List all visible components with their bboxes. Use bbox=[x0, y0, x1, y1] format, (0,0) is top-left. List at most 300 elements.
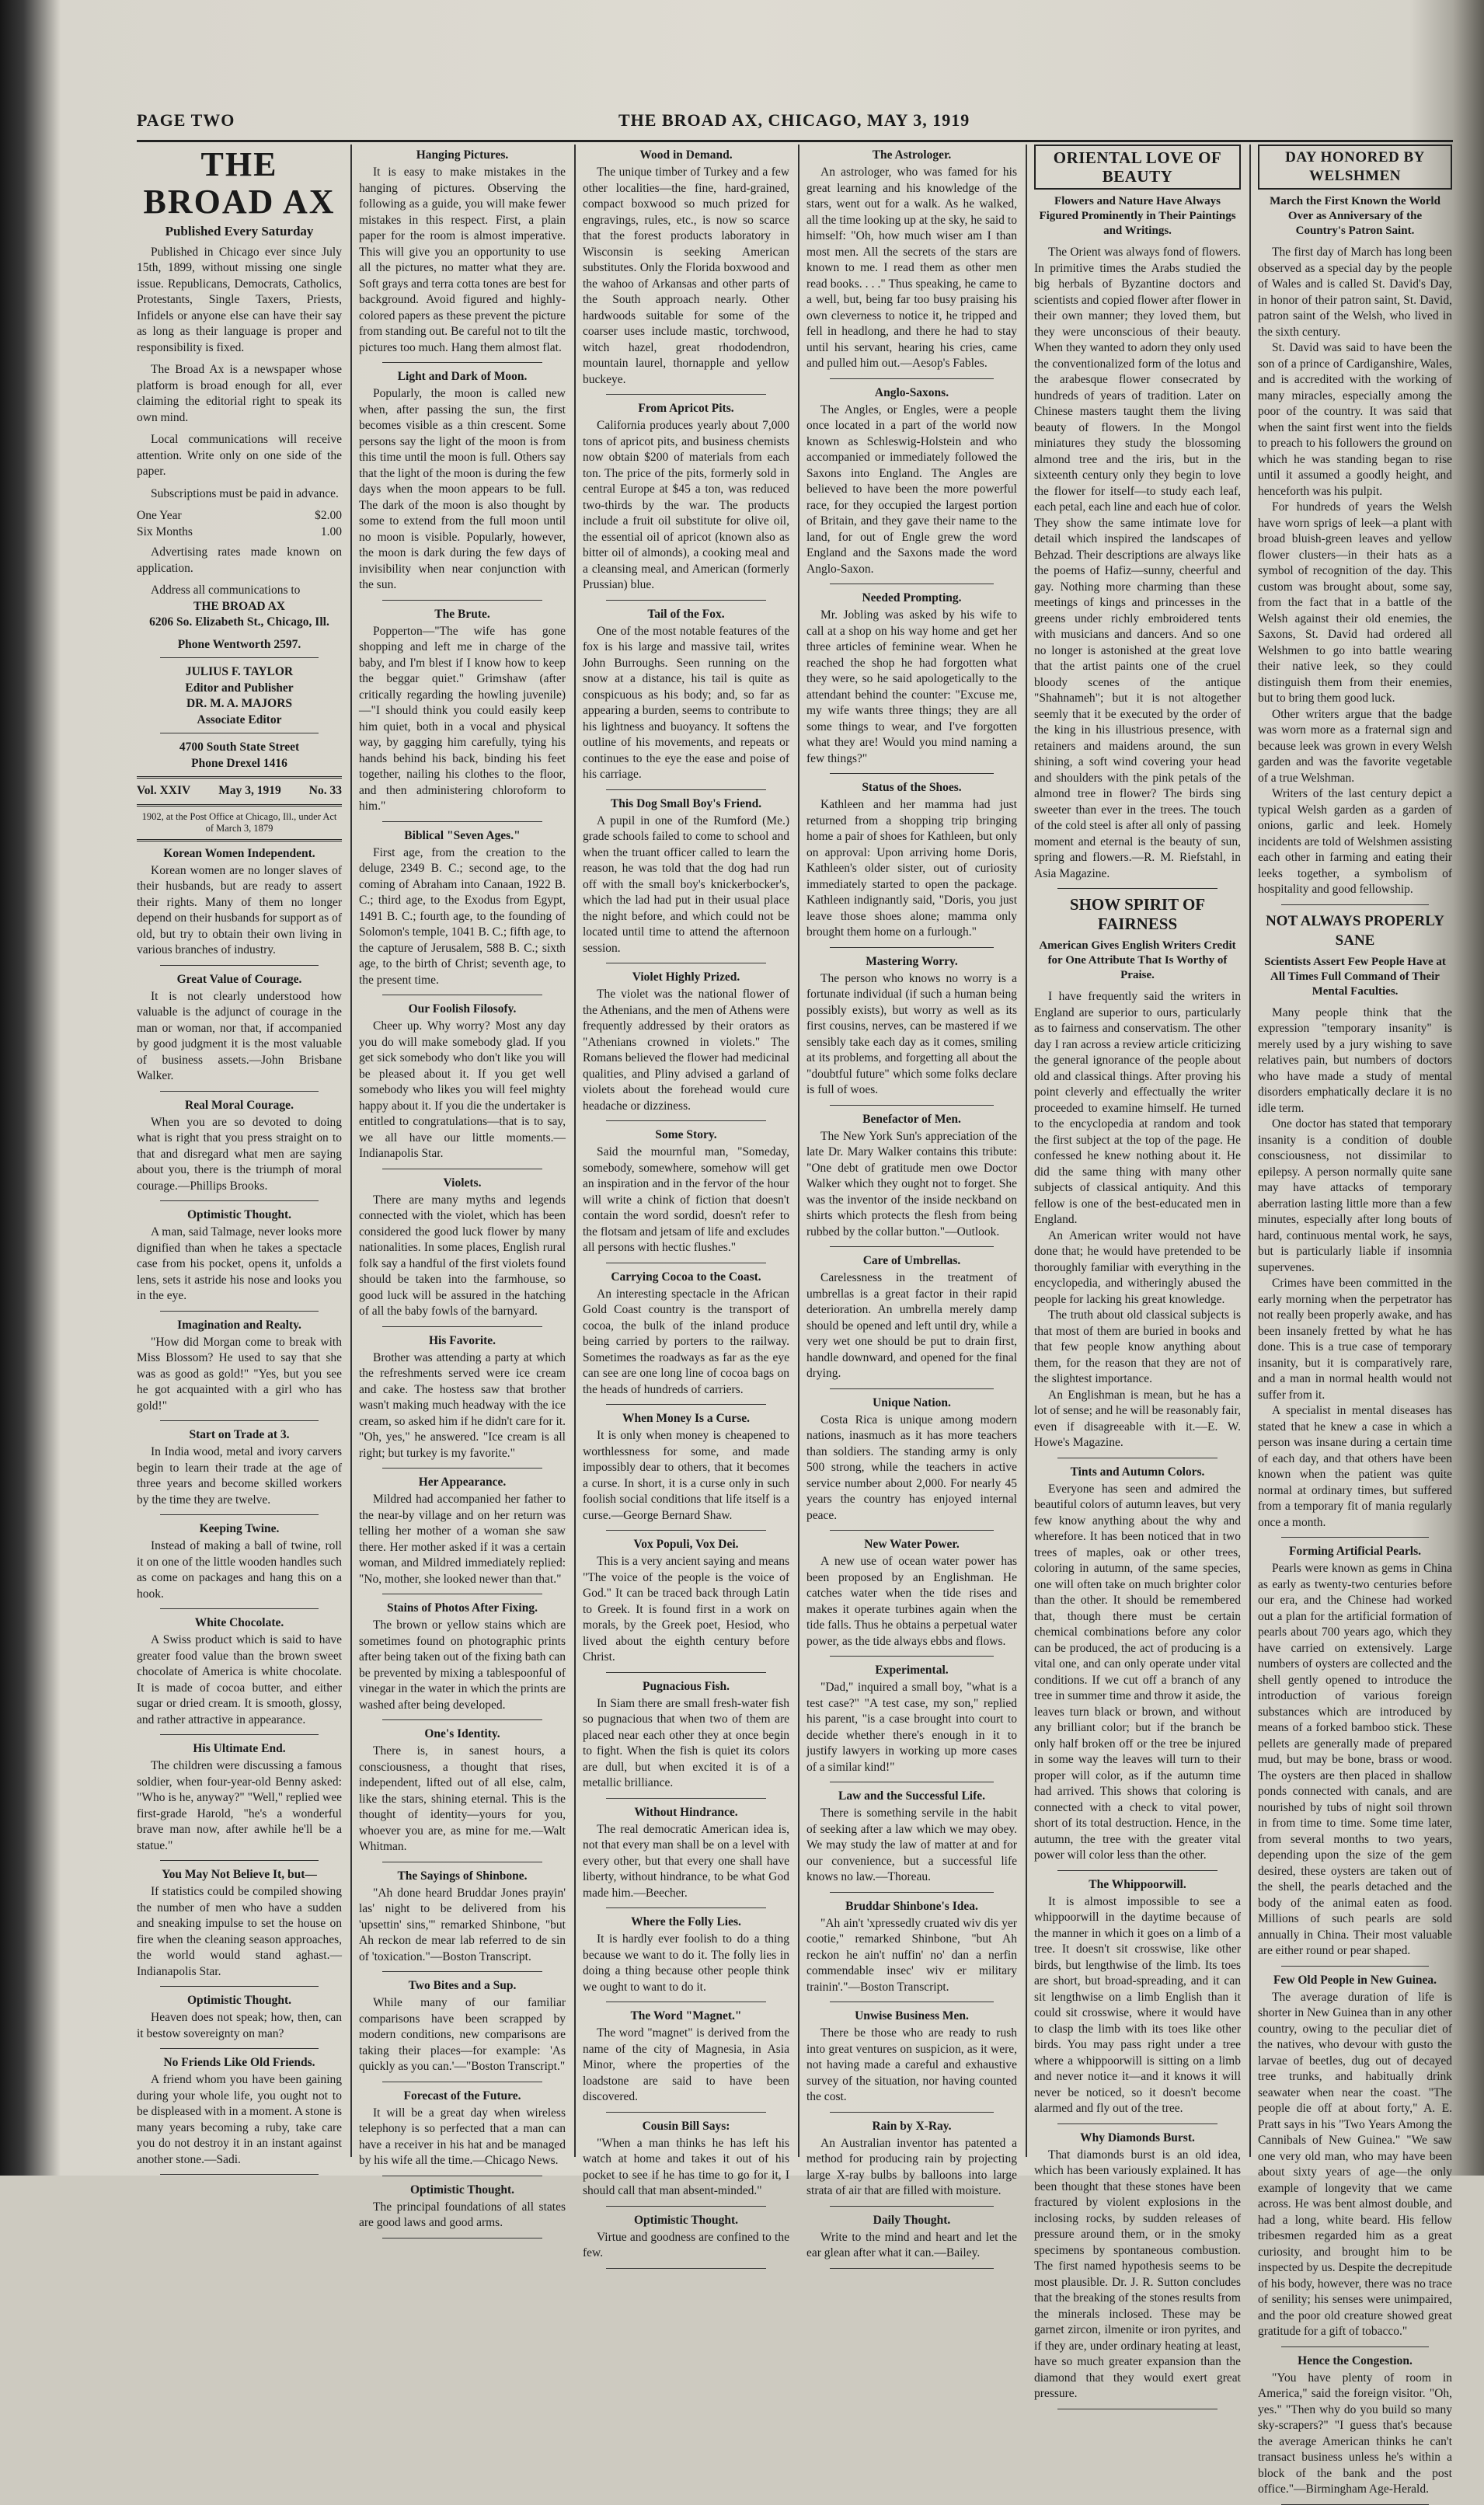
column-5 bbox=[1034, 145, 1241, 2400]
article-headline: Hence the Congestion. bbox=[1298, 2353, 1413, 2367]
article bbox=[583, 1805, 789, 1902]
article-headline: The Word "Magnet." bbox=[630, 2009, 742, 2022]
article bbox=[583, 796, 789, 957]
article-text: Mr. Jobling was asked by his wife to call at a shop on his way home and get her three articles of feminine wear. When he reached the shop he had forgotten what they were, so he said apologetically to the attendant behind the counter: "Excuse me, my wife wants three things; they are all some things to wear, and I've forgotten what they are! Would you mind naming a few things?" bbox=[806, 608, 1017, 765]
divider bbox=[1281, 1537, 1429, 1538]
article-text: A new use of ocean water power has been proposed by an Englishman. He catches water when the tide rises and makes it operate turbines again when the tide falls. Thus he obtains a perpetual water power, as the tide always ebbs and flows. bbox=[806, 1555, 1017, 1648]
article bbox=[359, 148, 566, 356]
article-text: When you are so devoted to doing what is right that you press straight on to that and disregard what men are saying about you, there is the triumph of moral courage.—Phillips Brooks. bbox=[137, 1115, 342, 1193]
article-headline: Pugnacious Fish. bbox=[643, 1679, 730, 1693]
article-paragraph: For hundreds of years the Welsh have worn sprigs of leek—a plant with broad bluish-green leaves and yellow flower clusters—in their hats as a symbol of recognition of the day. This custom was brought about, some say, from the fact that in a battle of the Welsh against their old enemies, the Saxons, St. David had ordered all Welshmen to go into battle wearing their native leek, so they could distinguish them from their enemies, but to bring them good luck. bbox=[1258, 500, 1452, 705]
article-text: It is hardly ever foolish to do a thing because we want to do it. The folly lies in doing a thing because other people think we ought to want to do it. bbox=[583, 1932, 789, 1994]
divider bbox=[160, 1734, 319, 1735]
article-text: The children were discussing a famous soldier, when four-year-old Benny asked: "Who is he, anyway?" "Well," replied wee first-grade Harold, "he's a wonderful brave man now, after awhile he'll be a statue." bbox=[137, 1759, 342, 1852]
article-headline: Her Appearance. bbox=[418, 1475, 507, 1489]
article bbox=[806, 1537, 1017, 1650]
article-text: Virtue and goodness are confined to the few. bbox=[583, 2230, 789, 2259]
article bbox=[583, 1679, 789, 1792]
rate-label: One Year bbox=[137, 509, 182, 522]
column-3-articles bbox=[583, 148, 789, 2269]
article-headline: Forecast of the Future. bbox=[403, 2089, 521, 2103]
article-text: If statistics could be compiled showing the number of men who have a sudden and sneaking impulse to set the house on fire when the cleaning season approaches, the world would stand aghast.—Indianapolis Star. bbox=[137, 1885, 342, 1978]
running-head bbox=[137, 110, 1453, 140]
article-headline: When Money Is a Curse. bbox=[622, 1412, 751, 1425]
article-text: One of the most notable features of the fox is his large and massive tail, writes John Burroughs. Seen running on the snow at a distance, his tail is quite as conspicuous as his body; and, so far as appearing a burden, seems to contribute to his lightness and buoyancy. It softens the outline of his movements, and repeats or continues to the eye the ease and poise of his carriage. bbox=[583, 624, 789, 781]
article bbox=[137, 1741, 342, 1854]
column-3 bbox=[583, 145, 790, 2259]
divider bbox=[830, 2268, 994, 2269]
subhead-spirit-of-fairness: American Gives English Writers Credit for One Attribute That Is Worthy of Praise. bbox=[1039, 939, 1236, 981]
article-headline: His Ultimate End. bbox=[193, 1742, 286, 1755]
article-text: The word "magnet" is derived from the name of the city of Magnesia, in Asia Minor, where the properties of the loadstone are said to have been discovered. bbox=[583, 2026, 789, 2103]
article-text: Kathleen and her mamma had just returned from a shopping trip bringing home a pair of shoes for Kathleen, but only on approval: Upon arriving home Doris, Kathleen's older sister, out of curiosity immediately started to open the package. Kathleen indignantly said, "Doris, you just leave those shoes alone; mamma only brought them home on a furlough." bbox=[806, 798, 1017, 939]
article-headline: Experimental. bbox=[875, 1664, 949, 1677]
divider bbox=[382, 600, 542, 601]
office-phone: Phone Drexel 1416 bbox=[191, 756, 287, 770]
article-headline: No Friends Like Old Friends. bbox=[163, 2056, 315, 2069]
article-text: The violet was the national flower of the Athenians, and the men of Athens were frequently addressed by their orators as "Athenians crowned in violets." The Romans believed the flower had medicinal qualities, and Pliny advised a garland of violets about the forehead would cure headache or dizziness. bbox=[583, 988, 790, 1113]
column-rule bbox=[1249, 145, 1251, 2157]
editor-title: Editor and Publisher bbox=[185, 681, 294, 695]
office-street: 4700 South State Street bbox=[179, 740, 300, 754]
paper-dateline: THE BROAD AX, CHICAGO, MAY 3, 1919 bbox=[618, 110, 970, 130]
postal-entry: 1902, at the Post Office at Chicago, Ill., under Act of March 3, 1879 bbox=[141, 810, 337, 834]
column-rule bbox=[350, 145, 352, 2157]
top-rule bbox=[137, 140, 1453, 142]
divider bbox=[160, 2174, 319, 2175]
divider bbox=[606, 1120, 766, 1121]
associate-editor-name: DR. M. A. MAJORS bbox=[186, 697, 293, 710]
article-text: The unique timber of Turkey and a few other localities—the fine, hard-grained, compact boxwood so much prized for engravings, rules, etc., is now so scarce that the forest products laboratory in Wisconsin is seeking American substitutes. Only the Florida boxwood and the wahoo of Arkansas and other parts of the South approach nearly. Other hardwoods suitable for some of the coarser uses include mastic, torchwood, witch hazel, great rhododendron, mountain laurel, thornapple and yellow buckeye. bbox=[583, 165, 789, 386]
divider bbox=[606, 1404, 766, 1405]
subhead-not-always-sane: Scientists Assert Few People Have at All Times Full Command of Their Mental Faculties. bbox=[1264, 955, 1446, 998]
divider bbox=[830, 1105, 994, 1106]
article-text: Heaven does not speak; how, then, can it bestow sovereignty on man? bbox=[137, 2011, 342, 2040]
article bbox=[806, 2009, 1017, 2106]
article bbox=[806, 2119, 1017, 2200]
paper-platform: The Broad Ax is a newspaper whose platform is broad enough for all, ever claiming the editorial right to speak its own mind. bbox=[137, 363, 342, 424]
divider bbox=[160, 965, 319, 966]
article-text: First age, from the creation to the deluge, 2349 B. C.; second age, to the coming of Abraham into Canaan, 1922 B. C.; third age, to the Exodus from Egypt, 1491 B. C.; fourth age, to the founding of Solomon's temple, 1041 B. C.; fifth age, to the capture of Jerusalem, 588 B. C.; sixth age, to the birth of Christ; seventh age, to the present time. bbox=[359, 845, 566, 987]
article-headline: Start on Trade at 3. bbox=[189, 1428, 290, 1441]
article-headline: Great Value of Courage. bbox=[176, 972, 302, 986]
article-text: Popperton—"The wife has gone shopping and left me in charge of the baby, and I'm blest if I know how to keep the beggar quiet." Grimshaw (after critically regarding the howling juvenile)—"I should think you could easily keep him quiet, both in a vocal and physical way, by gagging him carefully, tying his hands behind his back, binding his feet together, nailing his clothes to the floor, and then administering chloroform to him." bbox=[359, 624, 566, 813]
divider bbox=[382, 362, 542, 363]
article-headline: Forming Artificial Pearls. bbox=[1288, 1545, 1422, 1558]
article-headline: Biblical "Seven Ages." bbox=[404, 828, 521, 842]
article-headline: Without Hindrance. bbox=[634, 1805, 738, 1819]
divider bbox=[606, 2268, 766, 2269]
article-headline: Care of Umbrellas. bbox=[862, 1254, 961, 1267]
article bbox=[583, 401, 789, 594]
article-headline: New Water Power. bbox=[864, 1538, 960, 1551]
article-headline: One's Identity. bbox=[424, 1727, 500, 1740]
publication-frequency: Published Every Saturday bbox=[165, 224, 314, 239]
article-text: Pearls were known as gems in China as early as twenty-two centuries before our era, and the Chinese had worked out a plan for the artificial formation of pearls about 700 years ago, which they have carried on extensively. Large numbers of oysters are collected and the shell gently opened to introduce the introduction of various foreign substances which are introduced by means of a forked bamboo stick. These pellets are generally made of prepared mud, but may be bone, brass or wood. The oysters are then placed in shallow ponds connected with canals, and are nourished by tubs of night soil thrown in from time to time. Some time later, from several months to two years, depending upon the size of the gem desired, these oysters are taken out of the shell, the pearls detached and the body of the animal eaten as food. Millions of such pearls are sold annually in China. Their most valuable are either round or pear shaped. bbox=[1258, 1562, 1452, 1957]
article-headline: Some Story. bbox=[655, 1128, 717, 1141]
divider bbox=[830, 2206, 994, 2207]
article-headline: Where the Folly Lies. bbox=[631, 1915, 741, 1928]
article-paragraph: St. David was said to have been the son of a prince of Cardiganshire, Wales, and is accredited with the working of many miracles, especially among the poor of the country. It was said that when the saint first went into the fields to preach to his followers the ground on which he was standing began to rise until it assumed a goodly height, and henceforth was his pulpit. bbox=[1258, 341, 1452, 498]
article-text: A pupil in one of the Rumford (Me.) grade schools failed to come to school and when the truant officer called to learn the reason, he was told that the dog had run off with the small boy's knickerbocker's, which the lad had put in their usual place the night before, and which could not be located until time to attend the afternoon session. bbox=[583, 814, 789, 955]
article bbox=[583, 607, 789, 783]
article-text: It is only when money is cheapened to worthlessness for some, and made impossibly dear to others, that it becomes a curse. In short, it is a curse only in such foolish social conditions that life itself is a curse.—George Bernard Shaw. bbox=[583, 1429, 789, 1522]
article bbox=[806, 780, 1017, 941]
article-text: California produces yearly about 7,000 tons of apricot pits, and business chemists now obtain $200 of materials from each ton. The price of the pits, formerly sold in central Europe at $45 a ton, was reduced two-thirds by the war. The products include a fruit oil substitute for olive oil, the essential oil of apricot (known also as bitter oil of almonds), a cooking meal and a cleansing meal, and American (formerly Prussian) blue. bbox=[583, 419, 789, 591]
article-paragraph: An Englishman is mean, but he has a lot of sense; and he will be reasonably fair, even if disagreeable with it.—E. W. Howe's Magazine. bbox=[1034, 1388, 1241, 1449]
article bbox=[359, 1002, 566, 1162]
article bbox=[583, 1537, 789, 1666]
address-street: 6206 So. Elizabeth St., Chicago, Ill. bbox=[149, 615, 329, 629]
article-text: A friend whom you have been gaining during your whole life, you ought not to be displeased with in a moment. A stone is many years becoming a ruby, take care you do not destroy it in an instant against another stone.—Sadi. bbox=[137, 2073, 342, 2166]
article bbox=[359, 1475, 566, 1587]
article bbox=[137, 1867, 342, 1980]
article-text: A man, said Talmage, never looks more dignified than when he takes a spectacle case from his pocket, opens it, unfolds a lens, sets it astride his nose and looks you in the eye. bbox=[137, 1225, 342, 1302]
article-text: It is almost impossible to see a whippoorwill in the daytime because of the manner in which it goes on a limb of a tree. It doesn't sit crosswise, like other birds, but lengthwise of the limb. Its toes are short, but broad-spreading, and it can sit lengthwise on a limb English than it could sit crosswise, where it would have to clasp the limb with its toes like other birds. You may pass right under a tree where a whippoorwill is sitting on a limb and never notice it—and it knows it will never be noticed, so it doesn't become alarmed and fly out of the tree. bbox=[1034, 1894, 1241, 2115]
column-1 bbox=[137, 145, 342, 2166]
divider bbox=[160, 2048, 319, 2049]
article-paragraph: Many people think that the expression "temporary insanity" is merely used by a jury wishing to save relatives pain, but numbers of doctors who have made a study of mental disorders emphatically declare it is no idle term. bbox=[1258, 1005, 1452, 1115]
article-text: There be those who are ready to rush into great ventures on suspicion, as it were, not having made a careful and exhaustive survey of the situation, nor having counted the cost. bbox=[806, 2026, 1017, 2103]
article bbox=[359, 2183, 566, 2232]
article-headline: His Favorite. bbox=[428, 1333, 496, 1347]
article-text: An Australian inventor has patented a method for producing rain by projecting large X-ray bulbs by balloons into large strata of air that are filled with moisture. bbox=[806, 2136, 1017, 2197]
divider bbox=[160, 1860, 319, 1861]
masthead: THE BROAD AX bbox=[143, 145, 336, 221]
article bbox=[583, 970, 789, 1114]
column-1-articles bbox=[137, 846, 342, 2176]
article bbox=[1034, 1465, 1241, 1864]
article-headline: Light and Dark of Moon. bbox=[397, 370, 528, 383]
article-headline: Cousin Bill Says: bbox=[642, 2119, 730, 2133]
article-text: Carelessness in the treatment of umbrellas is a great factor in their rapid deterioration. An umbrella merely damp should be opened and left until dry, while a very wet one should be put to drain first, handle downward, and opened for the final drying. bbox=[806, 1271, 1017, 1380]
article-text: The principal foundations of all states are good laws and good arms. bbox=[359, 2200, 566, 2229]
volume-line bbox=[137, 783, 342, 800]
article bbox=[806, 385, 1017, 578]
column-6-articles bbox=[1258, 1544, 1452, 2505]
article-headline: Real Moral Courage. bbox=[185, 1098, 294, 1112]
article-text: Instead of making a ball of twine, roll it on one of the little wooden handles such as come on packages and hang this on a hook. bbox=[137, 1539, 342, 1601]
article-headline: You May Not Believe It, but— bbox=[162, 1868, 317, 1881]
article-headline: Tints and Autumn Colors. bbox=[1070, 1465, 1205, 1479]
paper-intro: Published in Chicago ever since July 15th, 1899, without missing one single issue. Republicans, Democrats, Catholics, Protestants, Single Taxers, Priests, Infidels or anyone else can have their say as long as their language is proper and responsibility is fixed. bbox=[137, 245, 342, 354]
article-text: "How did Morgan come to break with Miss Blossom? He used to say that she was as good as gold!" "Yes, but you see he got acquainted with a girl who has gold!" bbox=[137, 1335, 342, 1413]
article-body bbox=[1258, 245, 1452, 898]
article-text: A Swiss product which is said to have greater food value than the brown sweet chocolate of America is white chocolate. It is made of cocoa butter, and either sugar or dried cream. It is smooth, glossy, and rather attractive in appearance. bbox=[137, 1633, 342, 1726]
article-headline: Imagination and Realty. bbox=[177, 1318, 301, 1332]
divider bbox=[160, 657, 319, 658]
article-headline: Tail of the Fox. bbox=[647, 607, 725, 621]
article bbox=[137, 1615, 342, 1728]
divider bbox=[830, 378, 994, 379]
column-rule bbox=[1026, 145, 1027, 2157]
article bbox=[359, 1869, 566, 1966]
article-headline: Optimistic Thought. bbox=[409, 2183, 515, 2197]
article-text: The real democratic American idea is, not that every man shall be on a level with every other, but that every one shall have liberty, without hindrance, to be what God made him.—Beecher. bbox=[583, 1822, 789, 1900]
article bbox=[359, 607, 566, 815]
article-text: Cheer up. Why worry? Most any day you do will make somebody glad. If you get sick somebody who don't like you will be pleased about it. If you get well somebody who likes you will feel mighty happy about it. If you die the undertaker is entitled to congratulations—that is to say, we all have our little moments.—Indianapolis Star. bbox=[359, 1019, 566, 1160]
article-text: There are many myths and legends connected with the violet, which has been considered the good luck flower by many nationalities. In some places, English rural folk say a handful of the first violets found should be taken into the farmhouse, so good luck will be assured in the hatching of all the baby fowls of the barnyard. bbox=[359, 1193, 566, 1318]
article bbox=[806, 148, 1017, 372]
article-headline: This Dog Small Boy's Friend. bbox=[610, 796, 762, 810]
headline-spirit-of-fairness: SHOW SPIRIT OF FAIRNESS bbox=[1069, 895, 1206, 933]
double-rule bbox=[137, 776, 342, 779]
article-text: The New York Sun's appreciation of the late Dr. Mary Walker contains this tribute: "One debt of gratitude men owe Doctor Walker which they ought not to forget. She was the inventor of the inside neckband on shirts which protects the flesh from being rubbed by the collar button."—Outlook. bbox=[806, 1129, 1017, 1239]
address-intro: Address all communications to bbox=[151, 584, 301, 597]
article-headline: Mastering Worry. bbox=[866, 954, 958, 968]
article bbox=[583, 2009, 789, 2106]
article bbox=[137, 1318, 342, 1415]
article bbox=[583, 1270, 789, 1399]
subhead-welshmen: March the First Known the World Over as Anniversary of the Country's Patron Saint. bbox=[1270, 195, 1440, 237]
article bbox=[1034, 1877, 1241, 2117]
headline-not-always-sane: NOT ALWAYS PROPERLY SANE bbox=[1266, 912, 1444, 949]
article-paragraph: Other writers argue that the badge was worn more as a fraternal sign and because leek was grown in every Welsh garden and was the favorite vegetable of a true Welshman. bbox=[1258, 707, 1452, 785]
article-headline: Keeping Twine. bbox=[199, 1522, 280, 1535]
article-text: The person who knows no worry is a fortunate individual (if such a human being possibly exists), but worry as well as its first cousins, nerves, can be mastered if we sensibly take each day as it comes, smiling at its problems, and forgetting all about the "doubtful future" which some folks declare is full of woes. bbox=[806, 971, 1017, 1096]
column-2 bbox=[359, 145, 566, 2229]
divider bbox=[830, 1388, 994, 1389]
rate-value: 1.00 bbox=[320, 524, 342, 538]
article bbox=[583, 148, 789, 388]
divider bbox=[382, 1971, 542, 1972]
article-headline: White Chocolate. bbox=[194, 1616, 284, 1629]
article bbox=[806, 1253, 1017, 1382]
divider bbox=[1057, 888, 1218, 889]
article bbox=[359, 1176, 566, 1320]
article-text: "Ah done heard Bruddar Jones prayin' las' night to be delivered from his 'upsettin' sins,'" remarked Shinbone, "but Ah reckon de mear lab referred to de sin of 'toxication."—Boston Transcript. bbox=[359, 1886, 566, 1963]
volume-number: Vol. XXIV bbox=[137, 784, 191, 797]
divider bbox=[606, 2112, 766, 2113]
article-headline: Needed Prompting. bbox=[862, 591, 962, 604]
phone-line: Phone Wentworth 2597. bbox=[177, 637, 301, 651]
article-text: An interesting spectacle in the African Gold Coast country is the transport of cocoa, the bulk of the inland produce being carried by porters to the railway. Sometimes the roadways as far as the eye can see are one long line of cocoa bags on the heads of hundreds of carriers. bbox=[583, 1287, 789, 1396]
article-text: "Dad," inquired a small boy, "what is a test case?" "A test case, my son," replied his parent, "is a case brought into court to decide whether there's enough in it to justify lawyers in working up more cases of a similar kind!" bbox=[806, 1681, 1017, 1774]
divider bbox=[830, 2112, 994, 2113]
rate-value: $2.00 bbox=[315, 509, 342, 522]
article bbox=[806, 1663, 1017, 1775]
article-text: Everyone has seen and admired the beautiful colors of autumn leaves, but very few know anything about the why and wherefore. It has been noticed that in two trees of maples, oak or other trees, coloring in autumn, of the same species, one will often take on much brighter color than the other. It should be remembered that, though there must be certain chemical combinations before any color can be produced, the act of producing is a vital one, and can only operate under vital conditions. If we cut off a branch of any tree in summer time and throw it aside, the leaves turn black or brown, and without any brilliant color; but if the branch be only half broken off or the tree be injured in some way the leaves will turn to their proper will color, as if the autumn time had arrived. This shows that coloring is connected with a check to vital power, short of its total destruction. Hence, in the autumn, the tree with the greater vital power will color less than the other. bbox=[1034, 1482, 1241, 1862]
article-paragraph: Writers of the last century depict a typical Welsh garden as a garden of onions, garlic and leek. Homely incidents are told of Welshmen assisting each other in farming and eating their leeks together, a symbolism of hospitality and good fellowship. bbox=[1258, 787, 1452, 896]
article-paragraph: One doctor has stated that temporary insanity is a condition of double consciousness, not dissimilar to epilepsy. A person normally quite sane may have attacks of temporary aberration lasting little more than a few minutes, especially after long bouts of hard, continuous mental work, he says, but is particularly liable if insomnia supervenes. bbox=[1258, 1117, 1452, 1274]
divider bbox=[1057, 1870, 1218, 1871]
article-headline: Daily Thought. bbox=[873, 2213, 951, 2227]
article bbox=[583, 2119, 789, 2200]
article bbox=[137, 1098, 342, 1195]
editor-name: JULIUS F. TAYLOR bbox=[185, 665, 294, 678]
article-text: Write to the mind and heart and let the ear glean after what it can.—Bailey. bbox=[806, 2230, 1017, 2259]
issue-number: No. 33 bbox=[308, 784, 342, 797]
divider bbox=[830, 947, 994, 948]
article-headline: Benefactor of Men. bbox=[862, 1112, 961, 1126]
page-number-label: PAGE TWO bbox=[137, 110, 235, 130]
article-headline: The Astrologer. bbox=[872, 148, 952, 162]
article bbox=[806, 1789, 1017, 1886]
article-paragraph: The first day of March has long been observed as a special day by the people of Wales and is called St. David's Day, in honor of their patron saint, St. David, patron saint of the Welsh, who lived in the sixth century. bbox=[1258, 246, 1452, 339]
article-text: The Angles, or Engles, were a people once located in a part of the world now known as Schleswig-Holstein and who accompanied or immediately followed the Saxons into England. The Angles are believed to have been the more powerful race, for they occupied the largest portion of Britain, and they gave their name to the land, for out of Engle grew the word England and the Saxons made the word Anglo-Saxon. bbox=[806, 402, 1017, 576]
rate-row bbox=[137, 508, 342, 524]
article-text: While many of our familiar comparisons have been scrapped by modern conditions, new comparisons are taking their places—for example: 'As quickly as you can.'—"Boston Transcript." bbox=[359, 1996, 566, 2073]
article-paragraph: The truth about old classical subjects is that most of them are buried in books and that few people know anything about them, for the reason that they are not of the slightest importance. bbox=[1034, 1308, 1241, 1385]
article-headline: Status of the Shoes. bbox=[862, 781, 962, 794]
divider bbox=[830, 1246, 994, 1247]
article bbox=[359, 1333, 566, 1462]
article-text: "Ah ain't 'xpressedly cruated wiv dis yer cootie," remarked Shinbone, "but Ah reckon he ain't nuffin' no' dan a nerfin commendable insec' wiv er military trainin'."—Boston Transcript. bbox=[806, 1916, 1017, 1994]
divider bbox=[606, 1672, 766, 1673]
rate-row bbox=[137, 524, 342, 541]
page-edge-shadow bbox=[1453, 0, 1484, 2176]
article bbox=[137, 1427, 342, 1508]
rate-label: Six Months bbox=[137, 524, 193, 538]
article-text: Mildred had accompanied her father to the near-by village and on her return was telling her mother of a woman she saw there. Her mother asked if it was a certain woman, and Mildred immediately replied: "No, mother, she looked newer than that." bbox=[359, 1493, 566, 1586]
divider bbox=[830, 1892, 994, 1893]
article bbox=[137, 1207, 342, 1305]
article-body bbox=[1034, 245, 1241, 882]
article-paragraph: An American writer would not have done that; he would have pretended to be thoroughly familiar with everything in the encyclopedia, and witheringly abused the people for lacking his great knowledge. bbox=[1034, 1228, 1241, 1306]
divider bbox=[830, 773, 994, 774]
article-text: "You have plenty of room in America," said the foreign visitor. "Oh, yes." "Then why do you build so many sky-scrapers?" "I guess that's because the average American thinks he can't transact business unless he's within a block of the bank and the post office."—Birmingham Age-Herald. bbox=[1258, 2371, 1452, 2496]
article-headline: From Apricot Pits. bbox=[638, 402, 734, 415]
article-headline: Unwise Business Men. bbox=[855, 2009, 969, 2022]
article-headline: Rain by X-Ray. bbox=[872, 2119, 952, 2133]
article-text: There is, in sanest hours, a consciousness, a thought that rises, independent, lifted out of all else, calm, like the stars, shining eternal. This is the thought of identity—yours for you, whoever you are, as mine for me.—Walt Whitman. bbox=[359, 1744, 566, 1853]
issue-date: May 3, 1919 bbox=[218, 784, 281, 797]
advertising-note: Advertising rates made known on application. bbox=[137, 545, 342, 575]
article bbox=[1258, 1544, 1452, 1960]
associate-editor-title: Associate Editor bbox=[197, 712, 282, 726]
article-headline: Optimistic Thought. bbox=[633, 2213, 739, 2227]
divider bbox=[160, 1420, 319, 1421]
article-body bbox=[1258, 1005, 1452, 1531]
article-headline: The Whippoorwill. bbox=[1089, 1877, 1186, 1891]
divider bbox=[606, 1530, 766, 1531]
article bbox=[806, 954, 1017, 1099]
column-4-articles bbox=[806, 148, 1017, 2269]
article bbox=[806, 1899, 1017, 1996]
divider bbox=[606, 394, 766, 395]
article-headline: The Brute. bbox=[434, 607, 490, 621]
column-rule bbox=[574, 145, 576, 2157]
article-text: Brother was attending a party at which the refreshments served were ice cream and cake. The hostess saw that brother wasn't making much headway with the ice cream, so asked him if he didn't care for it. "Oh, yes," he answered. "Ice cream is all right; but turkey is my favorite." bbox=[359, 1350, 566, 1460]
column-2-articles bbox=[359, 148, 566, 2238]
article bbox=[583, 1914, 789, 1995]
divider bbox=[160, 1986, 319, 1987]
article bbox=[806, 1395, 1017, 1524]
article-paragraph: A specialist in mental diseases has stated that he knew a case in which a person was insane during a certain time of each day, and that others have been known when the patient was quite normal at ordinary times, but suffered from a temporary fit of mania regularly once a month. bbox=[1258, 1404, 1452, 1529]
article bbox=[806, 2213, 1017, 2262]
article-headline: Violet Highly Prized. bbox=[632, 970, 740, 984]
article-text: In India wood, metal and ivory carvers begin to learn their trade at the age of three years and become skilled workers by the time they are twelve. bbox=[137, 1445, 342, 1507]
divider bbox=[606, 600, 766, 601]
article bbox=[583, 1127, 789, 1256]
column-6 bbox=[1258, 145, 1452, 2496]
divider bbox=[1281, 904, 1429, 905]
article-text: It is easy to make mistakes in the hanging of pictures. Observing the following as a guide, you will make fewer mistakes in this respect. First, a plain paper for the room is almost imperative. This will give you an opportunity to use all the pictures, no matter what they are. Soft grays and terra cotta tones are best for background. Avoid figured and highly-colored papers as these prevent the picture from standing out. Be careful not to tilt the pictures too much. Hang them almost flat. bbox=[359, 165, 566, 354]
article-headline: Our Foolish Filosofy. bbox=[408, 1002, 517, 1016]
article-headline: Few Old People in New Guinea. bbox=[1273, 1973, 1437, 1987]
article bbox=[806, 591, 1017, 767]
divider bbox=[830, 1530, 994, 1531]
article-text: It will be a great day when wireless telephony is so perfected that a man can have a receiver in his hat and be managed by his wife all the time.—Chicago News. bbox=[359, 2106, 566, 2167]
article-body bbox=[1034, 989, 1241, 1451]
article bbox=[1258, 2353, 1452, 2498]
article bbox=[137, 846, 342, 959]
article bbox=[583, 1411, 789, 1524]
article-text: That diamonds burst is an old idea, which has been variously explained. It has been thought that these stones have been fractured by violent explosions in the inclosing rocks, by sudden releases of pressure around them, or in the smoky specimens by spontaneous combustion. The first named hypothesis seems to be most plausible. Dr. J. R. Sutton concludes that the breaking of the stones results from the minerals inclosed. These may be garnet zircon, ilmenite or iron pyrites, and if they are, under ordinary heating at least, have so much greater expansion than the diamond that they would exert great pressure. bbox=[1034, 2148, 1241, 2400]
article-text: The average duration of life is shorter in New Guinea than in any other country, owing to the peculiar diet of the natives, who devour with gusto the larvae of beetles, dug out of decayed tree trunks, and habitually drink seawater when near the coast. "The people die off at about forty," A. E. Pratt says in his "Two Years Among the Cannibals of New Guinea." "We saw one very old man, who may have been about sixty years of age—the only example of longevity that we came across. He was bent almost double, and had a long, white beard. His fellow tribesmen regarded him as a great curiosity, and brought him to be inspected by us. Despite the decrepitude of his body, however, there was no trace of senility; his senses were unimpaired, and the poor old creature showed great gratitude for a gift of tobacco." bbox=[1258, 1990, 1452, 2338]
column-5-articles bbox=[1034, 1465, 1241, 2409]
divider bbox=[382, 1719, 542, 1720]
divider bbox=[382, 821, 542, 822]
article bbox=[359, 2089, 566, 2169]
article-text: An astrologer, who was famed for his great learning and his knowledge of the stars, went out for a walk. As he walked, all the time looking up at the sky, he said to himself: "Oh, how much wiser am I than most men. All the secrets of the stars are known to me. I read them as other men read books. . . ." Thus speaking, he came to a well, but, being far too busy praising his own cleverness to notice it, he tripped and fell in headlong, and there he had to stay until his servant, hearing his cries, came and pulled him out.—Aesop's Fables. bbox=[806, 165, 1017, 370]
double-rule bbox=[137, 839, 342, 841]
article-text: "When a man thinks he has left his watch at home and takes it out of his pocket to see if he has time to go for it, I should call that man absent-minded." bbox=[583, 2136, 789, 2197]
column-4 bbox=[806, 145, 1017, 2259]
divider bbox=[830, 1656, 994, 1657]
article-headline: The Sayings of Shinbone. bbox=[397, 1869, 528, 1883]
article bbox=[137, 1521, 342, 1602]
divider bbox=[606, 2206, 766, 2207]
divider bbox=[160, 1091, 319, 1092]
article-headline: Korean Women Independent. bbox=[163, 846, 315, 860]
article bbox=[1034, 2130, 1241, 2402]
divider bbox=[1281, 2346, 1429, 2347]
article-headline: Carrying Cocoa to the Coast. bbox=[611, 1270, 761, 1284]
article-headline: Optimistic Thought. bbox=[186, 1208, 292, 1221]
article-headline: Optimistic Thought. bbox=[186, 1994, 292, 2007]
article bbox=[359, 1978, 566, 2075]
double-rule bbox=[137, 804, 342, 807]
article-headline: Hanging Pictures. bbox=[416, 148, 509, 162]
address-name: THE BROAD AX bbox=[193, 599, 285, 613]
article bbox=[137, 972, 342, 1085]
communications-note: Local communications will receive attention. Write only on one side of the paper. bbox=[137, 433, 342, 478]
column-rule bbox=[798, 145, 799, 2157]
article bbox=[359, 828, 566, 989]
article-text: There is something servile in the habit of seeking after a law which we may obey. We may study the law of matter at and for our convenience, but a successful life knows no law.—Thoreau. bbox=[806, 1806, 1017, 1883]
article-headline: Bruddar Shinbone's Idea. bbox=[845, 1899, 978, 1913]
divider bbox=[606, 1907, 766, 1908]
article bbox=[583, 2213, 789, 2262]
article bbox=[359, 1726, 566, 1855]
article-text: This is a very ancient saying and means "The voice of the people is the voice of God." It can be traced back through Latin to Greek. It is found first in a work on morals, by the Greek poet, Hesiod, who lived about the eighth century before Christ. bbox=[583, 1555, 789, 1664]
article-text: In Siam there are small fresh-water fish so pugnacious that when two of them are placed near each other they at once begin to fight. When the fish is quiet its colors are dull, but when excited it is of a metallic brilliance. bbox=[583, 1696, 789, 1789]
article bbox=[359, 1601, 566, 1713]
divider bbox=[382, 1326, 542, 1327]
article-headline: Two Bites and a Sup. bbox=[408, 1979, 517, 1992]
article-headline: Why Diamonds Burst. bbox=[1080, 2130, 1195, 2144]
article-headline: Unique Nation. bbox=[873, 1395, 951, 1409]
article-headline: Stains of Photos After Fixing. bbox=[387, 1601, 538, 1615]
divider bbox=[160, 1608, 319, 1609]
divider bbox=[160, 1200, 319, 1201]
article-text: Costa Rica is unique among modern nations, inasmuch as it has more teachers than soldiers. The standing army is only 500 strong, while the teachers in active service number about 2,000. For nearly 45 years the country has enjoyed internal peace. bbox=[806, 1413, 1017, 1522]
article bbox=[359, 369, 566, 594]
article-text: It is not clearly understood how valuable is the adjunct of courage in the man or woman, nor that, if accompanied by good judgment it is the most valuable of business assets.—John Brisbane Walker. bbox=[137, 989, 342, 1082]
divider bbox=[160, 1311, 319, 1312]
article bbox=[806, 1112, 1017, 1241]
divider bbox=[606, 789, 766, 790]
article-headline: Law and the Successful Life. bbox=[838, 1789, 986, 1803]
subscription-note: Subscriptions must be paid in advance. bbox=[151, 486, 339, 500]
article-paragraph: The Orient was always fond of flowers. In primitive times the Arabs studied the big herbals of Byzantine doctors and scientists and copied flower after flower in their own manner; they loved them, but they were unconscious of their beauty. When they wanted to adorn they only used the conventionalized form of the lotus and the arabesque flower consecrated by hundreds of years of tradition. Later on Chinese masters taught them the living beauty of flowers. In the Mongol miniatures they study the blossoming almond tree and the iris, but in the sixteenth century only they begin to love the flower for itself—to study each leaf, each petal, each line and each hue of color. They show the same intimate love for detail which inspired the landscapes of Behzad. Their descriptions are always like the poems of Hafiz—sunny, cheerful and gay. Nothing more charming than these meetings of kings and princesses in the greens under richly embroidered tents with musicians and dancers. And so one no longer is astonished at the great love that the artist paints one of the cruel bloody scenes of the antique "Shahnameh"; but it is not altogether seemly that it be executed by the order of the king in his illustrious presence, with retainers and maidens around, the sun shining, a soft wind covering your head and shoulders with the pink petals of the almond tree in flower? The birds sing sweeter than ever in the trees. The touch of the cold steel is after all only of passing moment and eternal is the beauty of sun, spring and flowers.—R. M. Riefstahl, in Asia Magazine. bbox=[1034, 246, 1241, 880]
article-text: Korean women are no longer slaves of their husbands, but are ready to assert their rights. Many of them no longer depend on their husbands for support as of old, but try to obtain their own living in various branches of industry. bbox=[137, 863, 342, 956]
article bbox=[137, 1993, 342, 2042]
subhead-oriental-love: Flowers and Nature Have Always Figured Prominently in Their Paintings and Writings. bbox=[1039, 195, 1236, 237]
article-text: The brown or yellow stains which are sometimes found on photographic prints after being taken out of the fixing bath can be prevented by mixing a tablespoonful of vinegar in the water in which the prints are washed after being developed. bbox=[359, 1618, 566, 1712]
article-paragraph: Crimes have been committed in the early morning when the perpetrator has not really been properly awake, and has been insanely fretted by what he has done. This is a true case of temporary insanity, but it is comparatively rare, and a man in normal health would not suffer from it. bbox=[1258, 1277, 1452, 1402]
